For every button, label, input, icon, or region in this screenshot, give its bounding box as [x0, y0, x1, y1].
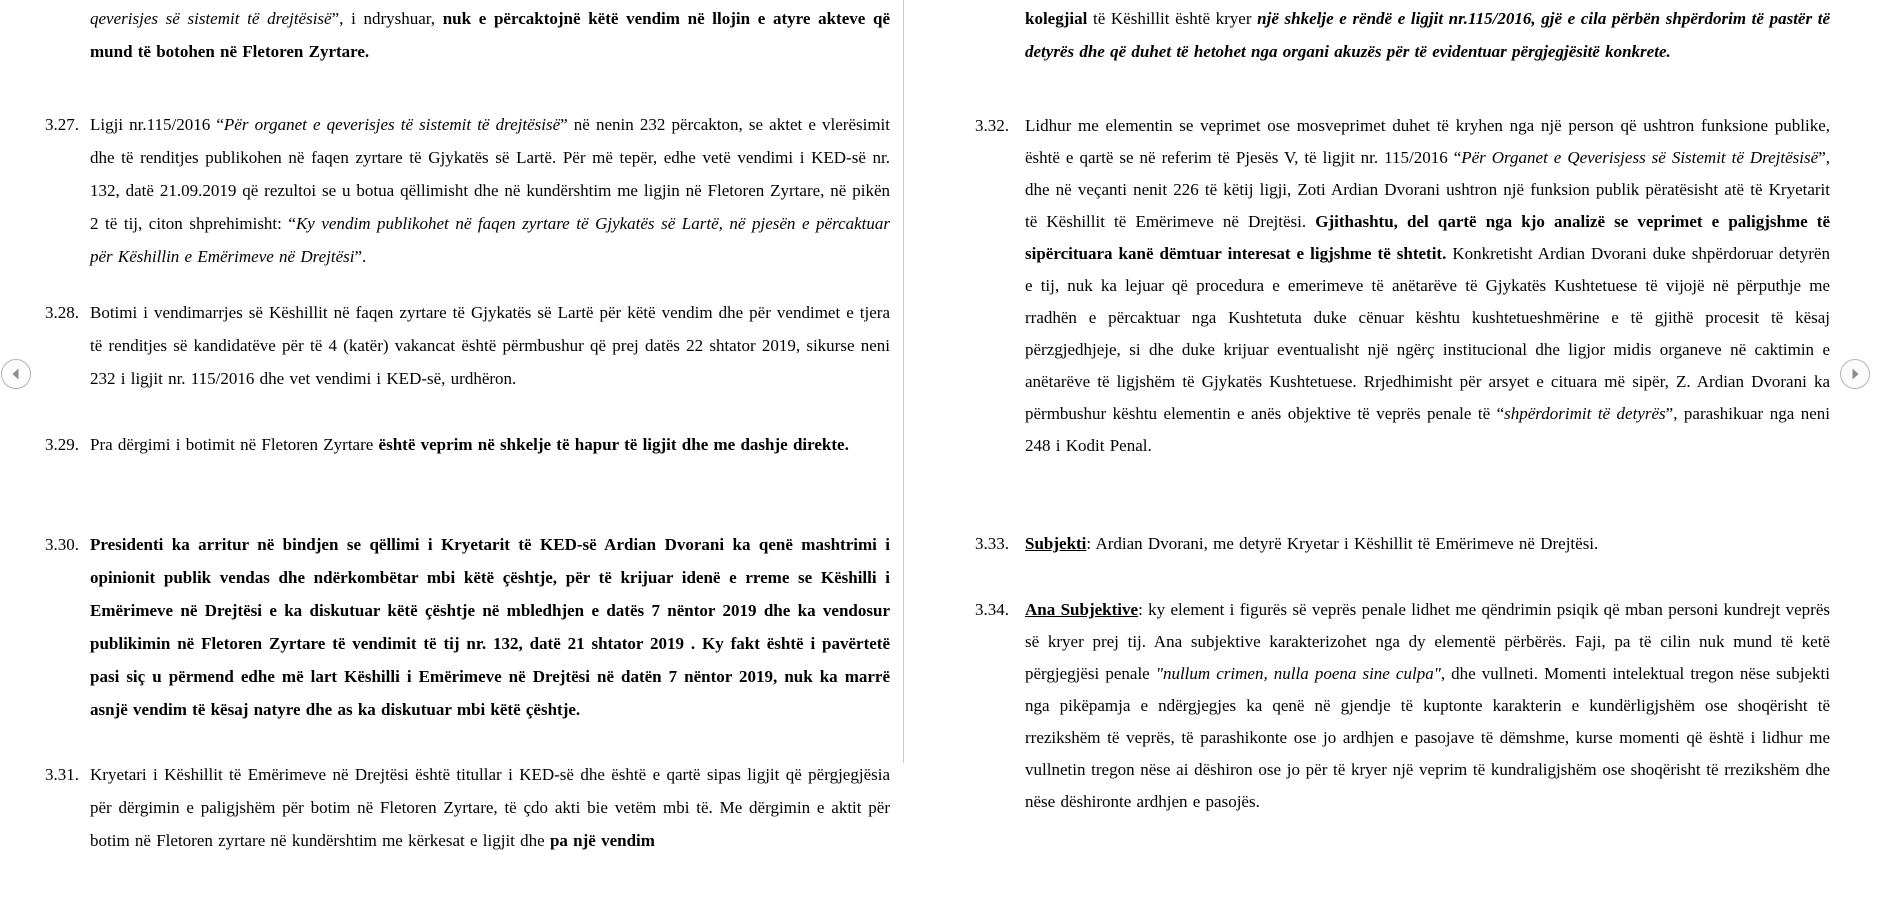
- paragraph-number: 3.28.: [45, 303, 79, 322]
- paragraph-3-32: [975, 110, 1830, 462]
- paragraph-number: 3.29.: [45, 435, 79, 454]
- page-divider: [903, 0, 904, 763]
- paragraph-number: 3.31.: [45, 765, 79, 784]
- paragraph-number: 3.34.: [975, 600, 1009, 619]
- text-run: Pra dërgimi i botimit në Fletoren Zyrtare: [90, 435, 379, 454]
- text-run: ”.: [354, 247, 367, 266]
- chevron-left-icon: [9, 367, 23, 381]
- text-run: nuk e përcaktojnë këtë vendim në llojin e atyre akteve që mund të botohen në Fletoren Zyrtare.: [90, 9, 890, 61]
- text-run: Për organet e qeverisjes të sistemit të drejtësisë: [223, 115, 561, 134]
- text-run: një shkelje e rëndë e ligjit nr.115/2016, gjë e cila përbën shpërdorim të pastër të detyrës dhe që duhet të hetohet nga organi akuzës për të evidentuar përgjegjësitë konkrete.: [1025, 9, 1830, 61]
- paragraph-3-33: [975, 528, 1830, 560]
- text-run: Ana Subjektive: [1025, 600, 1139, 619]
- text-run: Gjithashtu, del qartë nga kjo analizë se veprimet e paligjshme të sipërcituara kanë dëmtuar interesat e ligjshme të shtetit.: [1025, 212, 1830, 263]
- paragraph-continuation: [45, 2, 890, 68]
- text-run: qeverisjes së sistemit të drejtësisë: [90, 9, 332, 28]
- text-run: Konkretisht Ardian Dvorani duke shpërdoruar detyrën e tij, nuk ka lejuar që procedura e emerimeve të anëtarëve të Gjykatës Kushtetuese të vijojë në përputhje me rradhën e përcaktuar nga Kushtetuta duke cënuar kështu kushtetueshmërine e të gjithë procesit të kësaj përzgjedhjeje, si dhe duke krijuar eventualisht një ngërç institucional dhe ligjor midis organeve në caktimin e anëtarëve të ligjshëm të Gjykatës Kushtetuese. Rrjedhimisht për arsyet e cituara më sipër, Z. Ardian Dvorani ka përmbushur kështu elementin e anës objektive të veprës penale të “: [1025, 244, 1830, 423]
- paragraph-3-31: [45, 758, 890, 857]
- text-run: Kryetari i Këshillit të Emërimeve në Drejtësi është titullar i KED-së dhe është e qartë sipas ligjit që përgjegjësia për dërgimin e paligjshëm për botim në Fletoren Zyrtare, të çdo akti bie vetëm mbi të. Me dërgimin e aktit për botim në Fletoren zyrtare në kundërshtim me kërkesat e ligjit dhe: [90, 765, 890, 850]
- text-run: të Këshillit është kryer: [1087, 9, 1258, 28]
- paragraph-3-27: [45, 108, 890, 273]
- text-run: Presidenti ka arritur në bindjen se qëllimi i Kryetarit të KED-së Ardian Dvorani ka qenë mashtrimi i opinionit publik vendas dhe ndërkombëtar mbi këtë çështje, për të krijuar idenë e rreme se Këshilli i Emërimeve në Drejtësi e ka diskutuar këtë çështje në mbledhjen e datës 7 nëntor 2019 dhe ka vendosur publikimin në Fletoren Zyrtare të vendimit të tij nr. 132, datë 21 shtator 2019 . Ky fakt është i pavërtetë pasi siç u përmend edhe më lart Këshilli i Emërimeve në Drejtësi në datën 7 nëntor 2019, nuk ka marrë asnjë vendim të kësaj natyre dhe as ka diskutuar mbi këtë çështje.: [90, 535, 890, 719]
- text-run: pa një vendim: [549, 831, 655, 850]
- page-right: [975, 0, 1830, 919]
- text-run: është veprim në shkelje të hapur të ligjit dhe me dashje direkte.: [378, 435, 849, 454]
- paragraph-3-28: [45, 296, 890, 395]
- text-run: ”, dhe në veçanti nenit 226 të këtij ligji, Zoti Ardian Dvorani ushtron një funksion publik përatësisht atë të Kryetarit të Këshillit të Emërimeve në Drejtësi.: [1025, 148, 1830, 231]
- paragraph-3-29: [45, 428, 890, 461]
- text-run: "nullum crimen, nulla poena sine culpa": [1155, 664, 1441, 683]
- paragraph-number: 3.30.: [45, 535, 79, 554]
- text-run: Subjekti: [1025, 534, 1087, 553]
- text-run: Ligji nr.115/2016 “: [90, 115, 224, 134]
- text-run: Botimi i vendimarrjes së Këshillit në faqen zyrtare të Gjykatës së Lartë për këtë vendim dhe për vendimet e tjera të renditjes së kandidatëve për të 4 (katër) vakancat është përmbushur që prej datës 22 shtator 2019, sikurse neni 232 i ligjit nr. 115/2016 dhe vet vendimi i KED-së, urdhëron.: [90, 303, 890, 388]
- next-page-button[interactable]: [1840, 359, 1870, 389]
- paragraph-continuation: [975, 2, 1830, 68]
- text-run: ” në nenin 232 përcakton, se aktet e vlerësimit dhe të renditjes publikohen në faqen zyrtare të Gjykatës së Lartë. Për më tepër, edhe vetë vendimi i KED-së nr. 132, datë 21.09.2019 që rezultoi se u botua qëllimisht dhe në kundërshtim me ligjin në Fletoren Zyrtare, në pikën 2 të tij, citon shprehimisht: “: [90, 115, 891, 233]
- text-run: kolegjial: [1025, 9, 1088, 28]
- text-run: ”, parashikuar nga neni 248 i Kodit Penal.: [1025, 404, 1830, 455]
- text-run: , dhe vullneti. Momenti intelektual tregon nëse subjekti nga pikëpamja e ndërgjegjes ka qenë në gjendje të kuptonte karakterin e kundërligjshëm ose shoqërisht të rrezikshëm të veprës, të parashikonte ose jo ardhjen e pasojave të dëmshme, kurse momenti që është i lidhur me vullnetin tregon nëse ai dëshiron ose jo për të kryer një veprim të kundraligjshëm ose shoqërisht të rrezikshëm dhe nëse dëshironte ardhjen e pasojës.: [1025, 664, 1830, 811]
- paragraph-number: 3.33.: [975, 534, 1009, 553]
- text-run: : Ardian Dvorani, me detyrë Kryetar i Këshillit të Emërimeve në Drejtësi.: [1086, 534, 1599, 553]
- paragraph-number: 3.32.: [975, 116, 1009, 135]
- text-run: : ky element i figurës së veprës penale lidhet me qëndrimin psiqik që mban personi kundrejt veprës së kryer prej tij. Ana subjektive karakterizohet nga dy elementë përbërës. Faji, pa të cilin nuk mund të ketë përgjegjësi penale: [1025, 600, 1831, 683]
- chevron-right-icon: [1848, 367, 1862, 381]
- text-run: Lidhur me elementin se veprimet ose mosveprimet duhet të kryhen nga një person që ushtron funksione publike, është e qartë se në referim të Pjesës V, të ligjit nr. 115/2016 “: [1025, 116, 1830, 167]
- page-left: [45, 0, 890, 919]
- text-run: Për Organet e Qeverisjess së Sistemit të Drejtësisë: [1461, 148, 1819, 167]
- text-run: ”, i ndryshuar,: [331, 9, 443, 28]
- text-run: shpërdorimit të detyrës: [1504, 404, 1666, 423]
- paragraph-3-34: [975, 594, 1830, 818]
- paragraph-number: 3.27.: [45, 115, 79, 134]
- prev-page-button[interactable]: [1, 359, 31, 389]
- text-run: Ky vendim publikohet në faqen zyrtare të Gjykatës së Lartë, në pjesën e përcaktuar për Këshillin e Emërimeve në Drejtësi: [90, 214, 890, 266]
- paragraph-3-30: [45, 528, 890, 726]
